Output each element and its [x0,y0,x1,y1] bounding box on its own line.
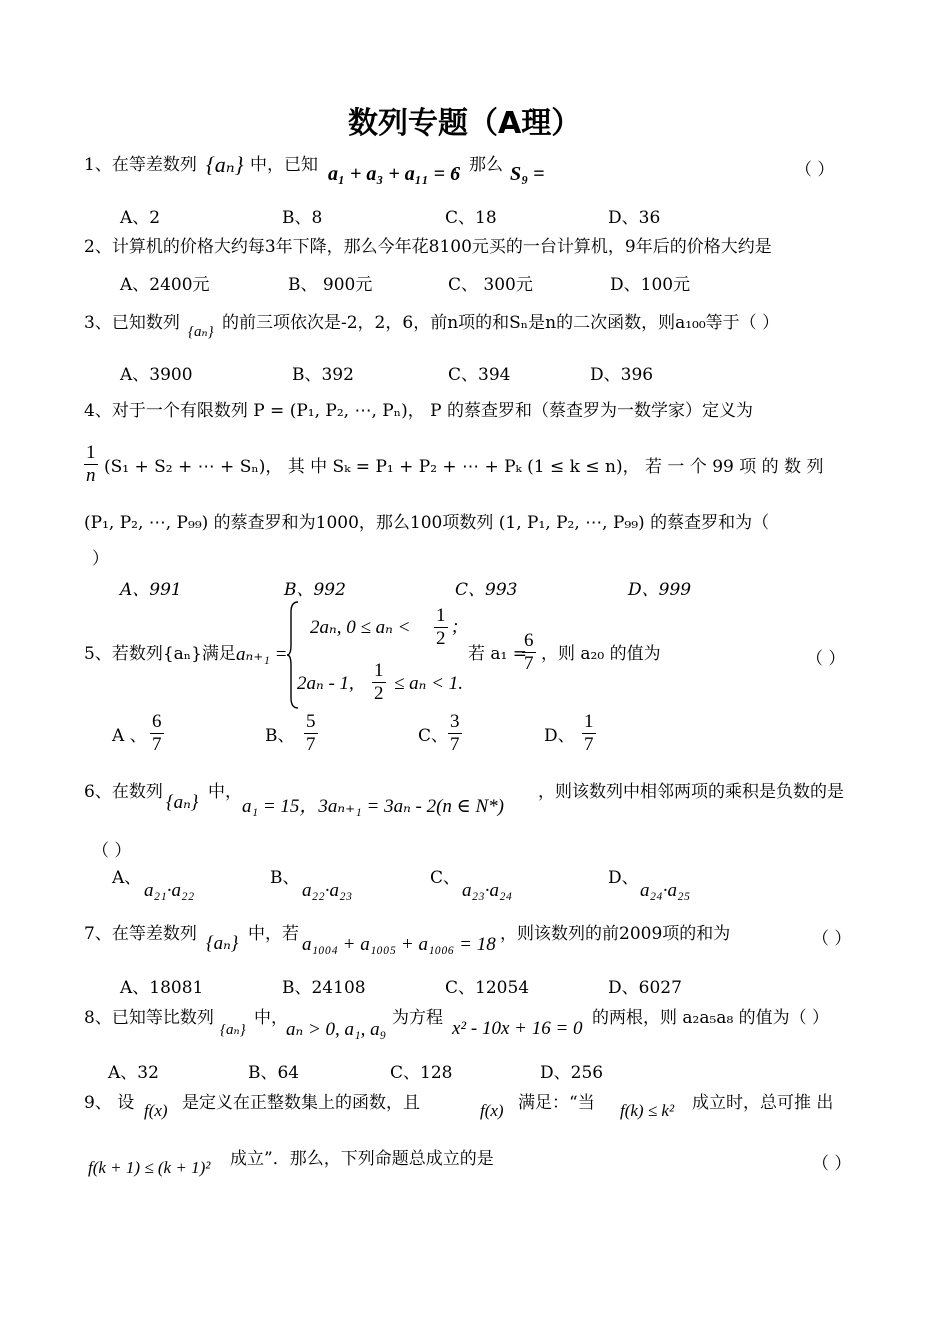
q5-case-2: 2aₙ - 1, [297,673,354,694]
q8-mid-2: 为方程 [392,1008,443,1028]
q9-post-2: 成立”．那么，下列命题总成立的是 [230,1149,494,1169]
q5-case-1-num: 1 [436,605,446,626]
q5-option-a-den: 7 [152,734,162,755]
q6-answer-paren: （ ） [92,841,132,861]
q2-option-a: A、2400元 [120,275,210,295]
q5-case-2-den: 2 [374,683,384,704]
q1-answer-paren: （ ） [795,160,835,180]
q4-option-b: B、992 [284,580,346,600]
q5-option-a-num: 6 [152,711,162,732]
q9-condition: f(k) ≤ k² [620,1101,675,1120]
q3-option-d: D、396 [590,365,654,385]
q3-sequence: {aₙ} [188,324,214,340]
q5-option-b-num: 5 [306,711,316,732]
q7-sequence: {aₙ} [206,933,239,954]
q5-answer-paren: （ ） [806,649,846,669]
q5-option-a-fraction [150,711,164,756]
q4-line-4: ） [92,549,109,569]
q5-a1-den: 7 [524,653,534,674]
q9-answer-paren: （ ） [812,1154,852,1174]
q5-case-2-end: ≤ aₙ < 1. [394,673,463,694]
q8-option-b: B、64 [248,1063,300,1083]
q7-post: ，则该数列的前2009项的和为 [500,924,731,944]
q5-option-d-den: 7 [584,734,594,755]
page-title: 数列专题（A理） [348,106,582,141]
q8-option-d: D、256 [540,1063,604,1083]
q1-prefix: 1、在等差数列 [84,155,197,175]
q5-lhs: aₙ₊₁ = [236,644,288,665]
q9-post: 成立时，总可推 出 [692,1093,834,1113]
q6-option-a-expr: a₂₁·a₂₂ [144,880,195,901]
q5-case-2-num: 1 [374,660,384,681]
q1-option-c: C、18 [445,208,497,228]
q5-option-b-fraction [304,711,318,756]
q8-prefix: 8、已知等比数列 [84,1008,214,1028]
q7-prefix: 7、在等差数列 [84,924,197,944]
q7-option-d: D、6027 [608,978,682,998]
q5-option-d-label: D、 [544,726,575,746]
q5-case-1: 2aₙ, 0 ≤ aₙ < [310,617,411,638]
q5-case-1-fraction [434,605,448,650]
q5-case-1-end: ; [452,616,459,637]
q9-f2: f(x) [480,1101,504,1120]
q5-option-b-den: 7 [306,734,316,755]
q1-ask: S₉ = [510,163,545,185]
q6-option-d-expr: a₂₄·a₂₅ [640,880,691,901]
q6-condition: a₁ = 15，3aₙ₊₁ = 3aₙ - 2(n ∈ N*) [242,796,505,817]
q9-prefix: 9、 设 [84,1093,135,1113]
q7-option-b: B、24108 [282,978,366,998]
q9-mid: 是定义在正整数集上的函数，且 [182,1093,420,1113]
q9-f1: f(x) [144,1101,168,1120]
q1-option-b: B、8 [282,208,323,228]
q4-line-2: (S₁ + S₂ + ⋯ + Sₙ)， 其 中 Sₖ = P₁ + P₂ + ⋯ + Pₖ (1 ≤ k ≤ n)， 若 一 个 99 项 的 数 列 [104,457,824,477]
q6-sequence: {aₙ} [166,792,199,813]
q6-option-a-label: A、 [112,868,142,888]
q2-option-b: B、 900元 [288,275,373,295]
q6-option-b-label: B、 [270,868,300,888]
q5-option-d-num: 1 [584,711,594,732]
q9-mid-2: 满足：“当 [518,1093,595,1113]
q4-fraction [84,442,98,487]
q8-condition: aₙ > 0, a₁, a₉ [286,1019,387,1040]
q3-option-b: B、392 [292,365,354,385]
q6-prefix: 6、在数列 [84,782,163,802]
q4-option-a: A、991 [120,580,182,600]
q5-a1-fraction [522,630,536,675]
q2-option-c: C、 300元 [448,275,533,295]
q5-option-c-num: 3 [450,711,460,732]
q8-equation: x² - 10x + 16 = 0 [452,1018,583,1039]
q8-option-a: A、32 [108,1063,159,1083]
q6-option-c-expr: a₂₃·a₂₄ [462,880,513,901]
q5-option-c-den: 7 [450,734,460,755]
q4-line-1: 4、对于一个有限数列 P = (P₁, P₂, ⋯, Pₙ)， P 的蔡查罗和（蔡查罗为一数学家）定义为 [84,401,753,421]
q3-option-c: C、394 [448,365,511,385]
q8-sequence: {aₙ} [220,1022,246,1038]
q7-mid: 中，若 [248,924,299,944]
q8-option-c: C、128 [390,1063,453,1083]
q4-option-c: C、993 [455,580,518,600]
q5-case-1-den: 2 [436,628,446,649]
q4-line-3: (P₁, P₂, ⋯, P₉₉) 的蔡查罗和为1000，那么100项数列 (1, P₁, P₂, ⋯, P₉₉) 的蔡查罗和为（ [84,513,770,533]
q6-mid: 中， [208,782,242,802]
q6-option-c-label: C、 [430,868,461,888]
q1-post: ，那么 [452,155,503,175]
q1-option-a: A、2 [120,208,161,228]
q5-option-c-label: C、 [418,726,449,746]
q6-post: ，则该数列中相邻两项的乘积是负数的是 [538,782,844,802]
q5-option-c-fraction [448,711,462,756]
q5-case-2-fraction [372,660,386,705]
q5-option-b-label: B、 [265,726,295,746]
q3-post: 的前三项依次是-2，2，6，前n项的和Sₙ是n的二次函数，则a₁₀₀等于（ ） [222,313,780,333]
q3-option-a: A、3900 [120,365,193,385]
q4-option-d: D、999 [628,580,692,600]
q5-prefix: 5、若数列{aₙ}满足 [84,644,236,664]
q1-mid: 中，已知 [250,155,318,175]
q5-option-d-fraction [582,711,596,756]
q1-option-d: D、36 [608,208,661,228]
q4-fraction-numerator: 1 [86,442,96,463]
q5-mid: 若 a₁ = [468,644,528,664]
q3-prefix: 3、已知数列 [84,313,180,333]
q5-option-a-label: A 、 [112,726,147,746]
q7-answer-paren: （ ） [812,929,852,949]
q5-a1-num: 6 [524,630,534,651]
q4-fraction-denominator: n [86,465,96,486]
q9-condition-2: f(k + 1) ≤ (k + 1)² [88,1158,211,1177]
q2-text: 2、计算机的价格大约每3年下降，那么今年花8100元买的一台计算机，9年后的价格大约是 [84,237,772,257]
q1-sequence: {aₙ} [206,152,244,177]
q8-mid: 中， [254,1008,288,1028]
q2-option-d: D、100元 [610,275,691,295]
q7-option-c: C、12054 [445,978,530,998]
q1-condition: a₁ + a₃ + a₁₁ = 6 [328,163,461,185]
q6-option-b-expr: a₂₂·a₂₃ [302,880,353,901]
q7-option-a: A、18081 [120,978,204,998]
q8-post: 的两根，则 a₂a₅a₈ 的值为（ ） [592,1008,830,1028]
q5-post: ，则 a₂₀ 的值为 [541,644,661,664]
q6-option-d-label: D、 [608,868,639,888]
q7-condition: a₁₀₀₄ + a₁₀₀₅ + a₁₀₀₆ = 18 [302,934,496,955]
